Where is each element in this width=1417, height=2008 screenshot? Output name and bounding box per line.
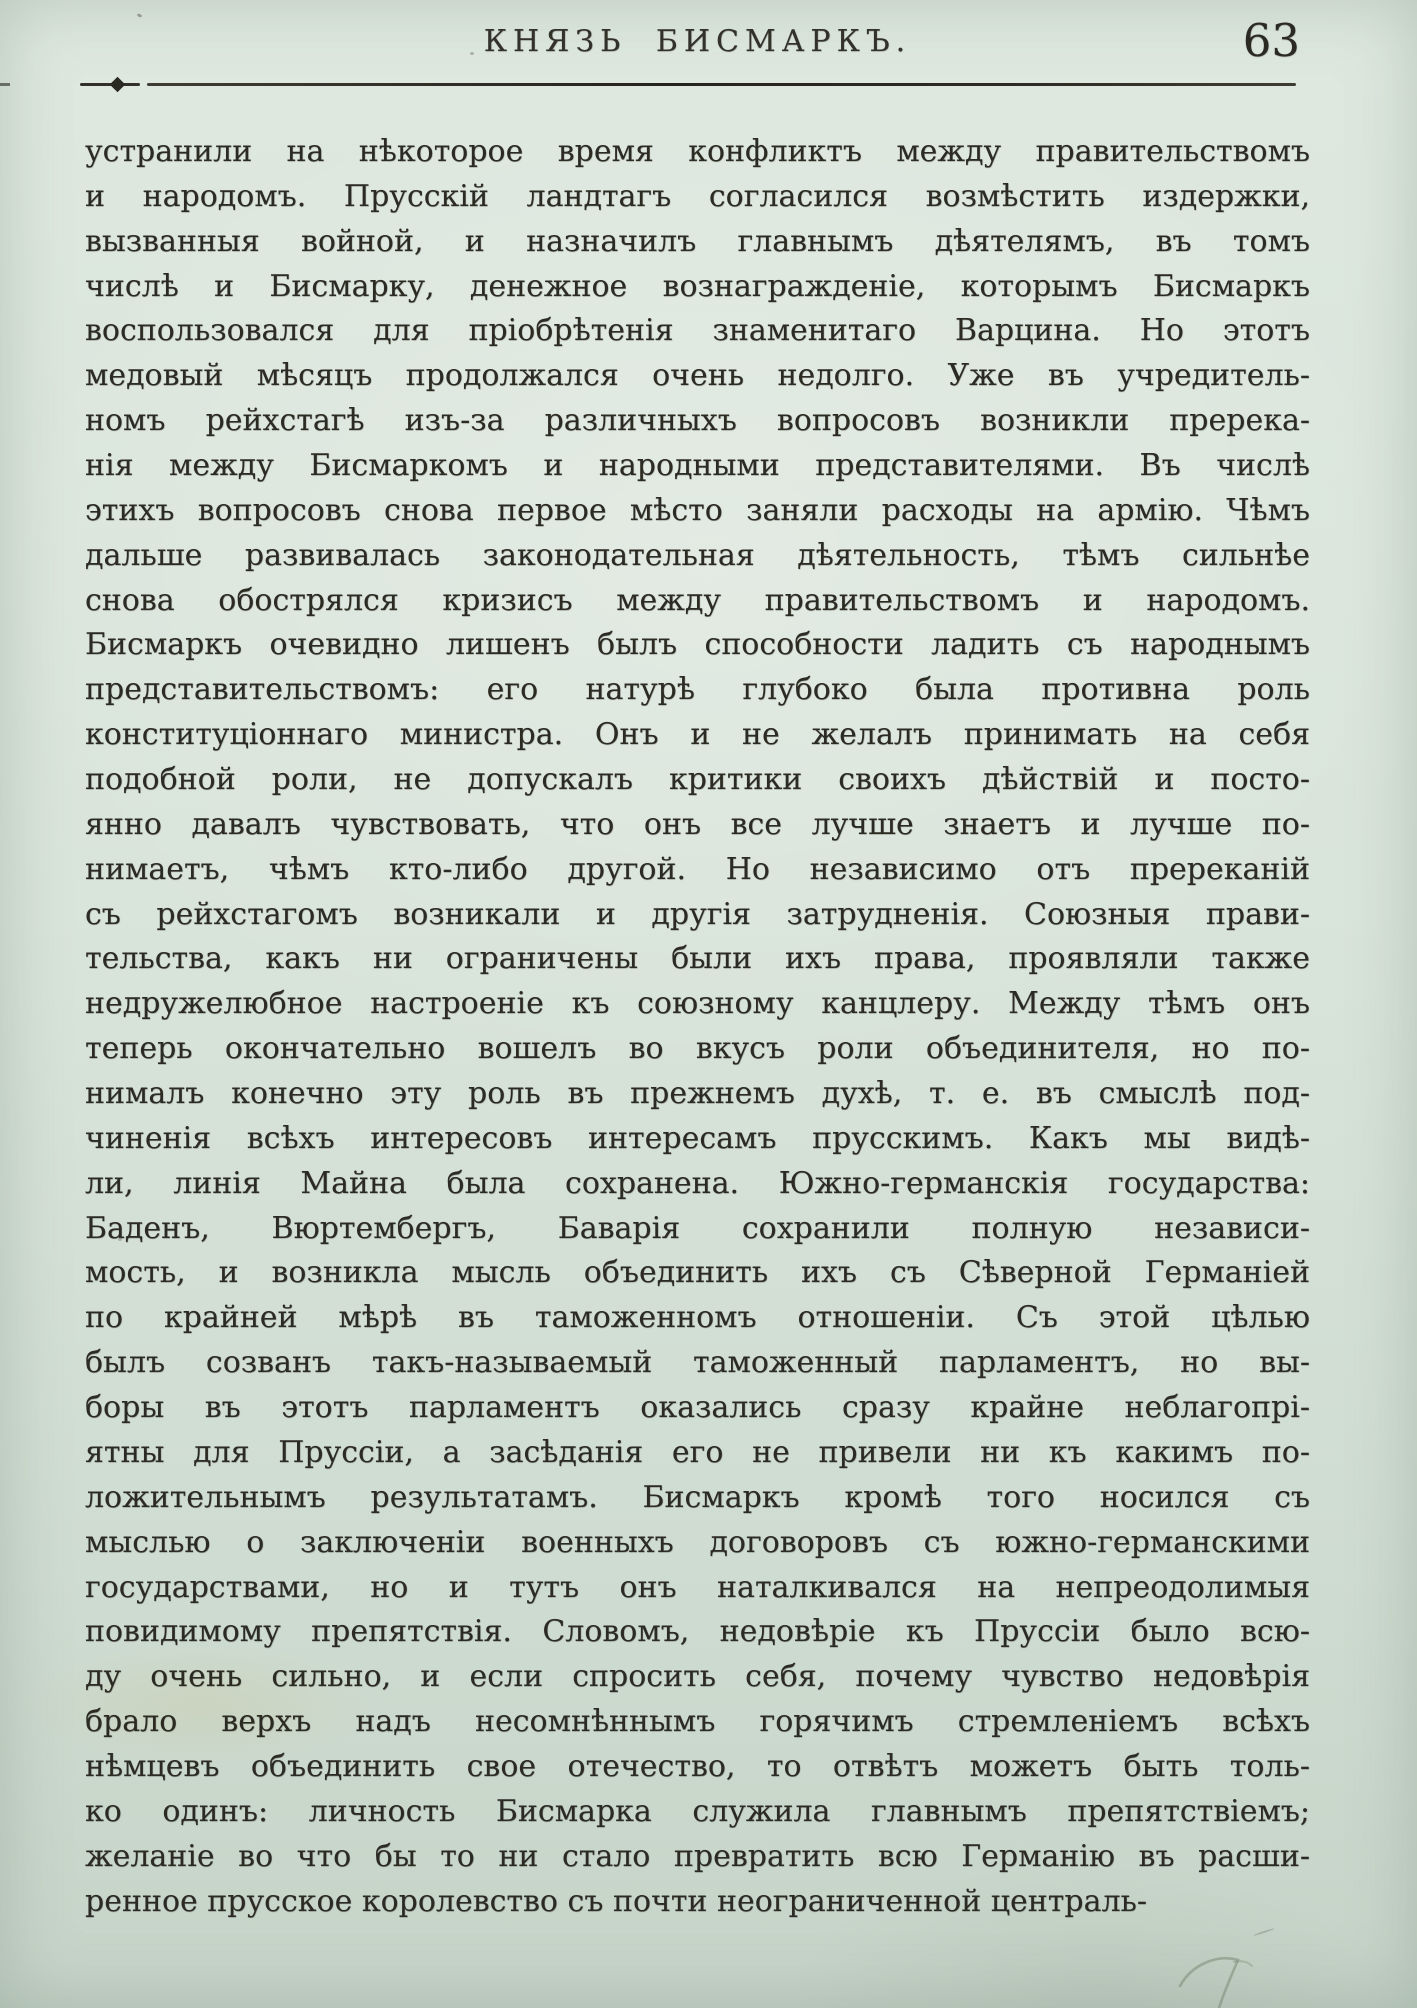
text-line: мость, и возникла мысль объединить ихъ съ Сѣверной Германіей — [85, 1255, 1310, 1291]
text-line: и народомъ. Прусскій ландтагъ согласился возмѣстить издержки, — [85, 178, 1310, 214]
text-line: ренное прусское королевство съ почти неограниченной централь- — [85, 1883, 1147, 1919]
text-line: Баденъ, Вюртембергъ, Баварія сохранили полную независи- — [85, 1210, 1310, 1246]
paper-speck — [470, 52, 474, 55]
text-line: дальше развивалась законодательная дѣятельность, тѣмъ сильнѣе — [85, 537, 1310, 573]
text-line: ко одинъ: личность Бисмарка служила главнымъ препятствіемъ; — [85, 1793, 1310, 1829]
rule-line — [147, 83, 1296, 86]
text-line: мыслью о заключеніи военныхъ договоровъ съ южно-германскими — [85, 1524, 1310, 1560]
text-line: ятны для Пруссіи, а засѣданія его не привели ни къ какимъ по- — [85, 1434, 1310, 1470]
text-line: съ рейхстагомъ возникали и другія затрудненія. Союзныя прави- — [85, 896, 1310, 932]
text-line: чиненія всѣхъ интересовъ интересамъ прусскимъ. Какъ мы видѣ- — [85, 1120, 1310, 1156]
page-number: 63 — [1242, 14, 1300, 67]
rule-diamond-ornament-icon — [110, 77, 126, 93]
text-line: представительствомъ: его натурѣ глубоко была противна роль — [85, 672, 1310, 708]
pencil-mark — [1172, 1948, 1282, 2008]
text-line: ли, линія Майна была сохранена. Южно-германскія государства: — [85, 1165, 1310, 1201]
text-line: номъ рейхстагѣ изъ-за различныхъ вопросовъ возникли пререка- — [85, 403, 1310, 439]
text-line: нія между Бисмаркомъ и народными представителями. Въ числѣ — [85, 448, 1310, 484]
text-line: янно давалъ чувствовать, что онъ все лучше знаетъ и лучше по- — [85, 806, 1310, 842]
text-line: нималъ конечно эту роль въ прежнемъ духѣ, т. е. въ смыслѣ под- — [85, 1076, 1310, 1112]
text-line: этихъ вопросовъ снова первое мѣсто заняли расходы на армію. Чѣмъ — [85, 492, 1310, 528]
text-line: устранили на нѣкоторое время конфликтъ между правительствомъ — [85, 134, 1310, 169]
text-line: недружелюбное настроеніе къ союзному канцлеру. Между тѣмъ онъ — [85, 986, 1310, 1022]
text-line: нимаетъ, чѣмъ кто-либо другой. Но независимо отъ пререканій — [85, 851, 1310, 887]
text-line: ду очень сильно, и если спросить себя, почему чувство недовѣрія — [85, 1659, 1310, 1695]
header-rule — [0, 78, 1417, 90]
text-line: конституціоннаго министра. Онъ и не желалъ принимать на себя — [85, 717, 1310, 753]
text-line: Бисмаркъ очевидно лишенъ былъ способности ладить съ народнымъ — [85, 627, 1310, 663]
text-line: былъ созванъ такъ-называемый таможенный парламентъ, но вы- — [85, 1345, 1310, 1381]
paper-scratch — [1253, 1928, 1275, 1937]
text-line: воспользовался для пріобрѣтенія знаменитаго Варцина. Но этотъ — [85, 313, 1310, 349]
text-line: желаніе во что бы то ни стало превратить всю Германію въ расши- — [85, 1838, 1310, 1874]
text-line: теперь окончательно вошелъ во вкусъ роли объединителя, но по- — [85, 1031, 1310, 1067]
text-line: вызванныя войной, и назначилъ главнымъ дѣятелямъ, въ томъ — [85, 223, 1310, 259]
rule-edge-tick — [0, 83, 10, 86]
page-body-text — [85, 130, 1310, 1924]
running-title: КНЯЗЬ БИСМАРКЪ. — [483, 24, 912, 59]
text-line: брало верхъ надъ несомнѣннымъ горячимъ стремленіемъ всѣхъ — [85, 1704, 1310, 1740]
text-line: медовый мѣсяцъ продолжался очень недолго. Уже въ учредитель- — [85, 358, 1310, 394]
text-line: по крайней мѣрѣ въ таможенномъ отношеніи. Съ этой цѣлью — [85, 1300, 1310, 1336]
text-line: числѣ и Бисмарку, денежное вознагражденіе, которымъ Бисмаркъ — [85, 268, 1310, 304]
text-line: ложительнымъ результатамъ. Бисмаркъ кромѣ того носился съ — [85, 1479, 1310, 1515]
text-line: тельства, какъ ни ограничены были ихъ права, проявляли также — [85, 941, 1310, 977]
text-line: боры въ этотъ парламентъ оказались сразу крайне неблагопрі- — [85, 1390, 1310, 1426]
text-line: снова обострялся кризисъ между правительствомъ и народомъ. — [85, 582, 1310, 618]
text-line: подобной роли, не допускалъ критики своихъ дѣйствій и посто- — [85, 762, 1310, 798]
paper-speck — [137, 13, 143, 18]
text-line: повидимому препятствія. Словомъ, недовѣріе къ Пруссіи было всю- — [85, 1614, 1310, 1650]
paper-speck — [118, 1237, 122, 1241]
text-line: государствами, но и тутъ онъ наталкивался на непреодолимыя — [85, 1569, 1310, 1605]
text-line: нѣмцевъ объединить свое отечество, то отвѣтъ можетъ быть толь- — [85, 1748, 1310, 1784]
